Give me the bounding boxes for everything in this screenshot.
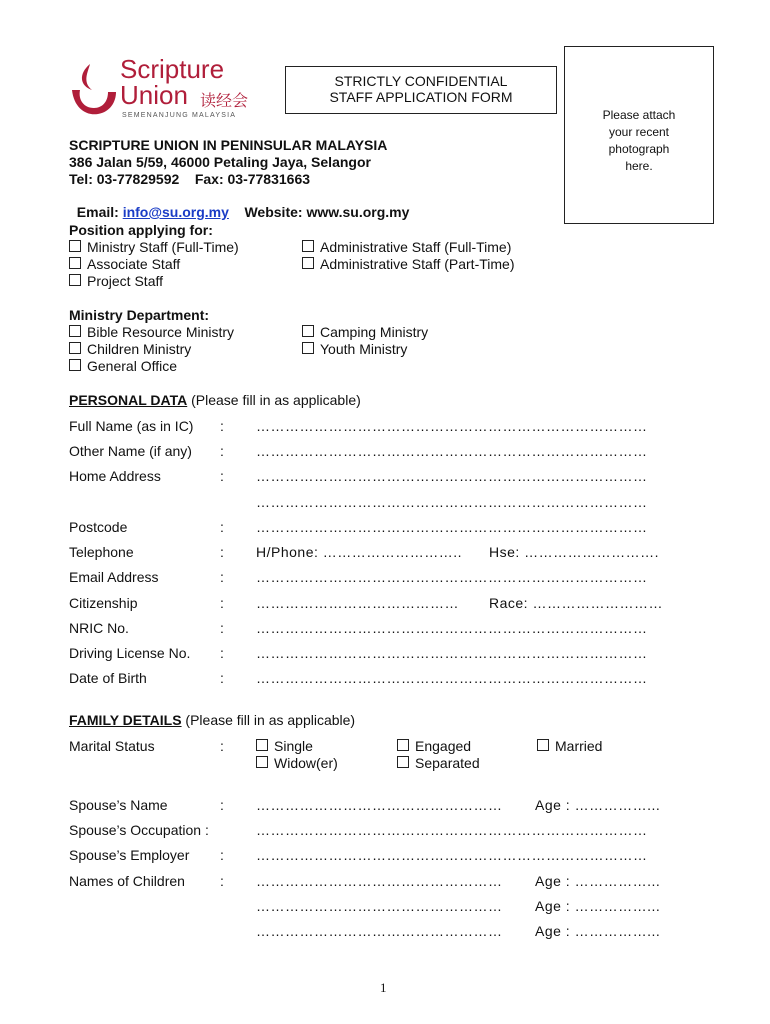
colon: :	[220, 847, 224, 863]
home-address-label: Home Address	[69, 468, 161, 484]
checkbox[interactable]	[69, 274, 81, 286]
colon: :	[220, 418, 224, 434]
checkbox[interactable]	[397, 756, 409, 768]
logo	[68, 54, 268, 122]
colon: :	[220, 468, 224, 484]
photo-instruction-3: photograph	[608, 142, 670, 156]
colon: :	[220, 738, 224, 754]
other-name-field[interactable]: ………………………………………………………………………	[256, 443, 648, 459]
marital-option-married[interactable]: Married	[537, 738, 602, 754]
other-name-label: Other Name (if any)	[69, 443, 192, 459]
marital-option-single[interactable]: Single	[256, 738, 313, 754]
logo-tagline: SEMENANJUNG MALAYSIA	[122, 112, 237, 119]
logo-word-scripture: Scripture	[120, 54, 225, 84]
photo-instruction-2: your recent	[608, 125, 670, 139]
org-phone-fax: Tel: 03-77829592 Fax: 03-77831663	[69, 171, 311, 187]
child-name-field-3[interactable]: ……………………………………………	[256, 923, 503, 939]
checkbox[interactable]	[256, 739, 268, 751]
position-option[interactable]: Associate Staff	[69, 256, 180, 272]
email-address-label: Email Address	[69, 569, 159, 585]
position-option[interactable]: Project Staff	[69, 273, 163, 289]
driving-license-field[interactable]: ………………………………………………………………………	[256, 645, 648, 661]
colon: :	[220, 620, 224, 636]
page-number: 1	[380, 980, 387, 995]
marital-status-label: Marital Status	[69, 738, 155, 754]
checkbox[interactable]	[302, 342, 314, 354]
citizenship-field[interactable]: ……………………………………	[256, 595, 459, 611]
colon: :	[220, 595, 224, 611]
checkbox[interactable]	[302, 257, 314, 269]
spouse-occupation-field[interactable]: ………………………………………………………………………	[256, 822, 648, 838]
checkbox[interactable]	[302, 240, 314, 252]
photo-box[interactable]	[564, 46, 714, 224]
colon: :	[220, 873, 224, 889]
dob-field[interactable]: ………………………………………………………………………	[256, 670, 648, 686]
marital-option-separated[interactable]: Separated	[397, 755, 480, 771]
citizenship-label: Citizenship	[69, 595, 138, 611]
position-option[interactable]: Administrative Staff (Part-Time)	[302, 256, 515, 272]
family-details-heading: FAMILY DETAILS (Please fill in as applicable)	[69, 712, 356, 728]
colon: :	[220, 797, 224, 813]
home-address-field-2[interactable]: ………………………………………………………………………	[256, 494, 648, 510]
org-name: SCRIPTURE UNION IN PENINSULAR MALAYSIA	[69, 137, 388, 153]
org-address: 386 Jalan 5/59, 46000 Petaling Jaya, Selangor	[69, 154, 371, 170]
colon: :	[220, 443, 224, 459]
logo-chinese: 读经会	[200, 93, 249, 110]
marital-option-widow[interactable]: Widow(er)	[256, 755, 338, 771]
telephone-label: Telephone	[69, 544, 134, 560]
child-age-field-1[interactable]: Age : ……………...	[535, 873, 661, 889]
position-option[interactable]: Ministry Staff (Full-Time)	[69, 239, 239, 255]
org-contact-line	[69, 188, 409, 220]
checkbox[interactable]	[69, 359, 81, 371]
email-address-field[interactable]: ………………………………………………………………………	[256, 569, 648, 585]
checkbox[interactable]	[69, 342, 81, 354]
spouse-name-label: Spouse’s Name	[69, 797, 168, 813]
checkbox[interactable]	[69, 257, 81, 269]
child-name-field-2[interactable]: ……………………………………………	[256, 898, 503, 914]
dob-label: Date of Birth	[69, 670, 147, 686]
nric-field[interactable]: ………………………………………………………………………	[256, 620, 648, 636]
logo-word-union: Union	[120, 80, 188, 110]
nric-label: NRIC No.	[69, 620, 129, 636]
marital-option-engaged[interactable]: Engaged	[397, 738, 471, 754]
position-option[interactable]: Administrative Staff (Full-Time)	[302, 239, 511, 255]
postcode-label: Postcode	[69, 519, 128, 535]
home-address-field-1[interactable]: ………………………………………………………………………	[256, 468, 648, 484]
website: Website: www.su.org.my	[244, 204, 410, 220]
spouse-employer-field[interactable]: ………………………………………………………………………	[256, 847, 648, 863]
form-title-box	[285, 66, 557, 114]
checkbox[interactable]	[256, 756, 268, 768]
checkbox[interactable]	[69, 240, 81, 252]
spouse-age-field[interactable]: Age : ……………...	[535, 797, 661, 813]
postcode-field[interactable]: ………………………………………………………………………	[256, 519, 648, 535]
department-option[interactable]: Bible Resource Ministry	[69, 324, 234, 340]
race-field[interactable]: Race: ………………………	[489, 595, 663, 611]
photo-instruction-1: Please attach	[602, 108, 676, 122]
checkbox[interactable]	[302, 325, 314, 337]
checkbox[interactable]	[397, 739, 409, 751]
email-link[interactable]: info@su.org.my	[122, 204, 229, 220]
spouse-occupation-label: Spouse’s Occupation :	[69, 822, 209, 838]
photo-instruction-4: here.	[625, 159, 653, 173]
child-age-field-2[interactable]: Age : ……………...	[535, 898, 661, 914]
colon: :	[220, 519, 224, 535]
checkbox[interactable]	[537, 739, 549, 751]
department-option[interactable]: General Office	[69, 358, 177, 374]
department-option[interactable]: Youth Ministry	[302, 341, 407, 357]
colon: :	[220, 670, 224, 686]
email-label: Email:	[76, 204, 123, 220]
colon: :	[220, 544, 224, 560]
spouse-employer-label: Spouse’s Employer	[69, 847, 190, 863]
position-heading: Position applying for:	[69, 222, 213, 238]
scripture-union-flame-icon	[68, 60, 118, 118]
hse-field[interactable]: Hse: ……………………….	[489, 544, 660, 560]
department-option[interactable]: Camping Ministry	[302, 324, 428, 340]
department-option[interactable]: Children Ministry	[69, 341, 191, 357]
child-name-field-1[interactable]: ……………………………………………	[256, 873, 503, 889]
full-name-label: Full Name (as in IC)	[69, 418, 194, 434]
department-heading: Ministry Department:	[69, 307, 210, 323]
child-age-field-3[interactable]: Age : ……………...	[535, 923, 661, 939]
colon: :	[220, 569, 224, 585]
checkbox[interactable]	[69, 325, 81, 337]
form-title: STAFF APPLICATION FORM	[329, 89, 513, 105]
personal-data-heading: PERSONAL DATA (Please fill in as applicable)	[69, 392, 361, 408]
confidential-label: STRICTLY CONFIDENTIAL	[334, 73, 508, 89]
spouse-name-field[interactable]: ……………………………………………	[256, 797, 503, 813]
hphone-field[interactable]: H/Phone: ………………………..	[256, 544, 463, 560]
driving-license-label: Driving License No.	[69, 645, 191, 661]
children-label: Names of Children	[69, 873, 185, 889]
colon: :	[220, 645, 224, 661]
full-name-field[interactable]: ………………………………………………………………………	[256, 418, 648, 434]
